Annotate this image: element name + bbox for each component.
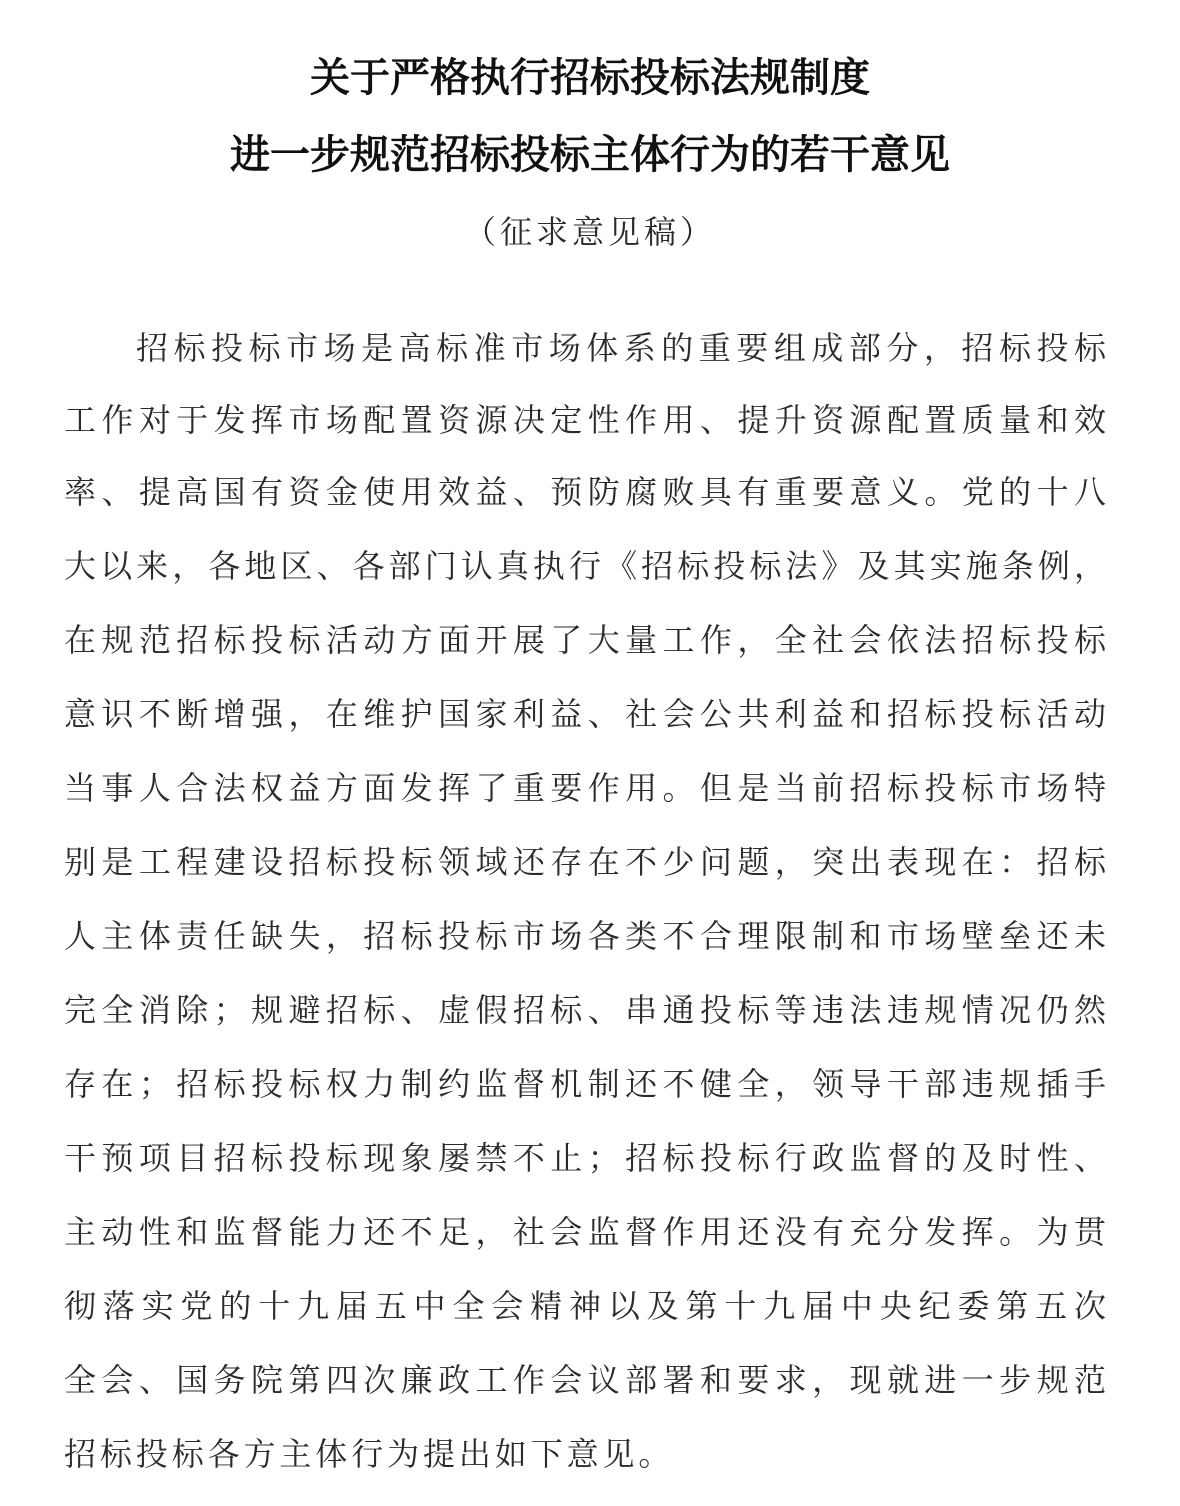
body-line: 招标投标各方主体行为提出如下意见。 <box>64 1435 675 1473</box>
body-line: 别是工程建设招标投标领域还存在不少问题，突出表现在：招标 <box>64 843 1106 881</box>
body-line: 意识不断增强，在维护国家利益、社会公共利益和招标投标活动 <box>64 695 1106 733</box>
body-line: 干预项目招标投标现象屡禁不止；招标投标行政监督的及时性、 <box>64 1139 1106 1177</box>
document-subtitle: （征求意见稿） <box>463 213 716 251</box>
body-line: 人主体责任缺失，招标投标市场各类不合理限制和市场壁垒还未 <box>64 917 1106 955</box>
body-line: 完全消除；规避招标、虚假招标、串通投标等违法违规情况仍然 <box>64 991 1106 1029</box>
body-line: 存在；招标投标权力制约监督机制还不健全，领导干部违规插手 <box>64 1065 1106 1103</box>
body-line: 当事人合法权益方面发挥了重要作用。但是当前招标投标市场特 <box>64 769 1106 807</box>
body-line: 在规范招标投标活动方面开展了大量工作，全社会依法招标投标 <box>64 621 1106 659</box>
document-title-line-2: 进一步规范招标投标主体行为的若干意见 <box>230 131 950 178</box>
body-line: 全会、国务院第四次廉政工作会议部署和要求，现就进一步规范 <box>64 1361 1106 1399</box>
document-title-line-1: 关于严格执行招标投标法规制度 <box>310 54 870 101</box>
body-line: 工作对于发挥市场配置资源决定性作用、提升资源配置质量和效 <box>64 401 1106 439</box>
body-line: 大以来，各地区、各部门认真执行《招标投标法》及其实施条例， <box>64 547 1106 585</box>
body-line: 率、提高国有资金使用效益、预防腐败具有重要意义。党的十八 <box>64 473 1106 511</box>
body-line: 彻落实党的十九届五中全会精神以及第十九届中央纪委第五次 <box>64 1287 1106 1325</box>
body-line: 主动性和监督能力还不足，社会监督作用还没有充分发挥。为贯 <box>64 1213 1106 1251</box>
body-line: 招标投标市场是高标准市场体系的重要组成部分，招标投标 <box>136 329 1106 367</box>
